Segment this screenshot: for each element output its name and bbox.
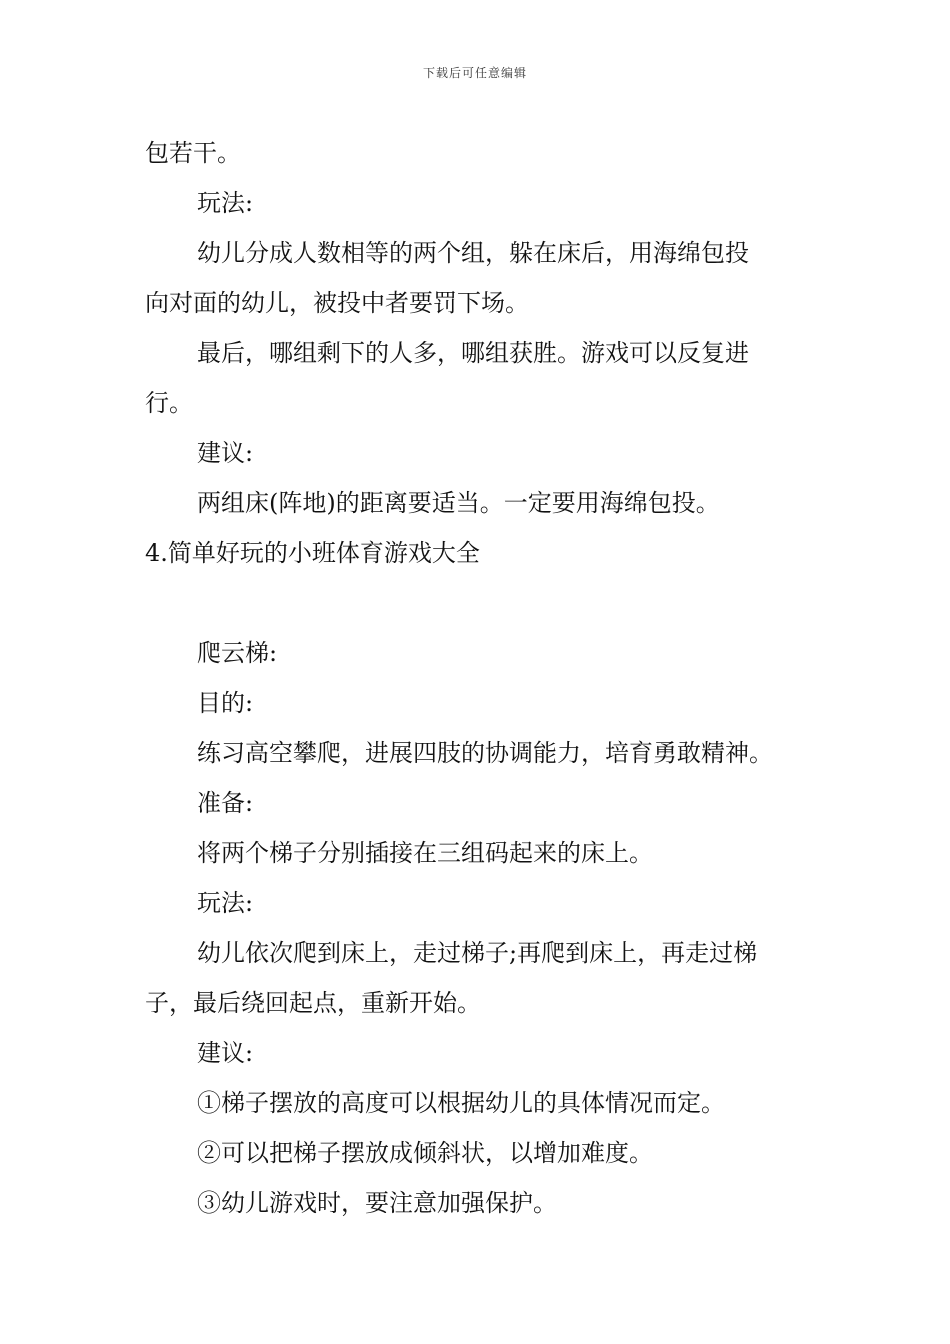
section-label-preparation: 准备: [197,789,254,817]
game-title: 爬云梯: [197,639,278,667]
paragraph-line: 将两个梯子分别插接在三组码起来的床上。 [197,839,653,867]
section-label-goal: 目的: [197,689,254,717]
section-label-suggestion: 建议: [197,439,254,467]
paragraph-line: 两组床(阵地)的距离要适当。一定要用海绵包投。 [197,489,720,517]
paragraph-line: 行。 [145,389,193,417]
list-item: ②可以把梯子摆放成倾斜状，以增加难度。 [197,1139,653,1167]
section-heading: 4.简单好玩的小班体育游戏大全 [145,539,480,567]
section-label-suggestion: 建议: [197,1039,254,1067]
paragraph-line: 练习高空攀爬，进展四肢的协调能力，培育勇敢精神。 [197,739,773,767]
blank-line [145,578,825,628]
paragraph-line: 包若干。 [145,139,241,167]
paragraph-line: 子，最后绕回起点，重新开始。 [145,989,481,1017]
paragraph-line: 幼儿分成人数相等的两个组，躲在床后，用海绵包投 [197,239,749,267]
list-item: ①梯子摆放的高度可以根据幼儿的具体情况而定。 [197,1089,725,1117]
section-label-gameplay: 玩法: [197,889,254,917]
section-label-gameplay: 玩法: [197,189,254,217]
paragraph-line: 幼儿依次爬到床上，走过梯子;再爬到床上，再走过梯 [197,939,758,967]
paragraph-line: 最后，哪组剩下的人多，哪组获胜。游戏可以反复进 [197,339,749,367]
list-item: ③幼儿游戏时，要注意加强保护。 [197,1189,557,1217]
paragraph-line: 向对面的幼儿，被投中者要罚下场。 [145,289,529,317]
page-header: 下载后可任意编辑 [422,66,527,80]
document-body [145,128,825,1228]
